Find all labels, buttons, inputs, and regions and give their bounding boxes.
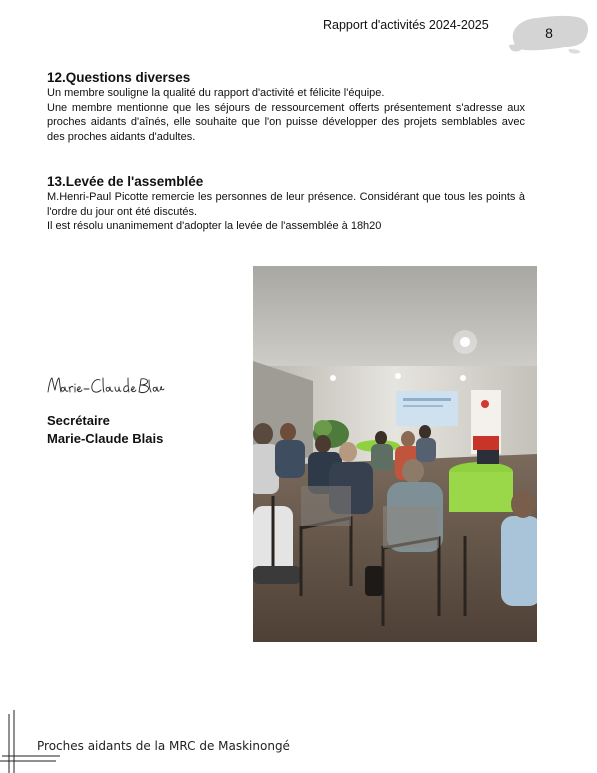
section-paragraph: Il est résolu unanimement d'adopter la levée de l'assemblée à 18h20 [47,220,382,232]
section-levee-assemblee [47,173,525,234]
report-title: Rapport d'activités 2024-2025 [323,18,489,32]
section-heading: 13.Levée de l'assemblée [47,174,204,189]
section-heading: 12.Questions diverses [47,70,191,85]
section-questions-diverses [47,69,525,144]
section-paragraph: M.Henri-Paul Picotte remercie les personnes de leur présence. Considérant que tous les points à l'ordre du jour ont été discutés. [47,191,525,218]
footer-organization: Proches aidants de la MRC de Maskinongé [37,739,290,753]
section-paragraph: Une membre mentionne que les séjours de ressourcement offerts présentement s'adresse aux proches aidants d'aînés, elle souhaite que l'on puisse développer des projets semblables avec des proches aidants d'adultes. [47,101,525,143]
handwritten-signature [45,370,165,400]
section-paragraph: Un membre souligne la qualité du rapport d'activité et félicite l'équipe. [47,87,385,99]
assembly-photo [253,266,537,642]
page-number: 8 [545,25,553,41]
signature-name: Marie-Claude Blais [47,431,164,446]
signature-role: Secrétaire [47,413,110,428]
